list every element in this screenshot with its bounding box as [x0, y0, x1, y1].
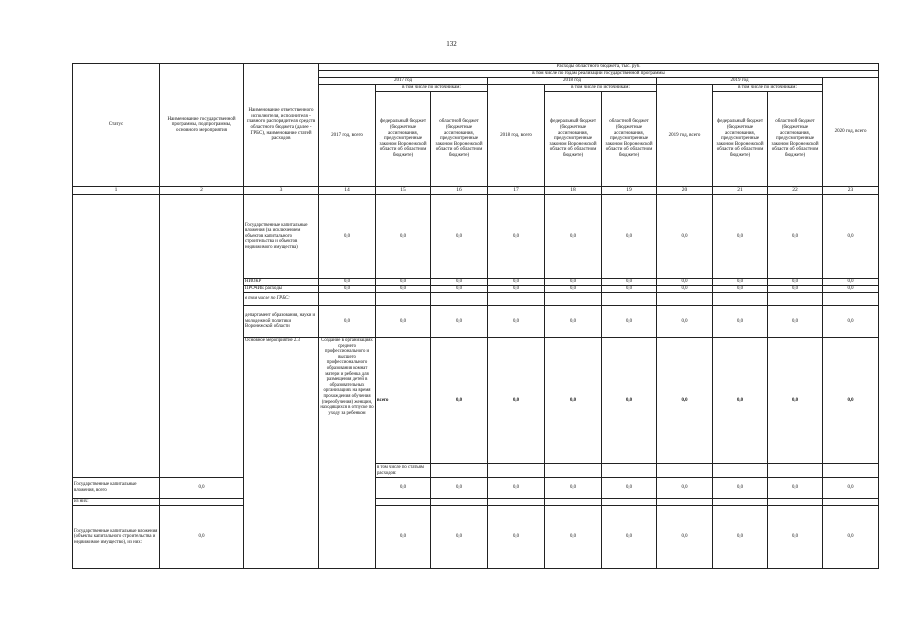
value-cell	[160, 499, 244, 506]
value-cell	[545, 293, 602, 306]
value-cell	[602, 464, 657, 478]
header-sources-2019: в том числе по источникам:	[713, 85, 823, 92]
header-federal-2019: федеральный бюджет (бюджетные ассигнования, предусмотренные законом Воронежской области об областном бюджете)	[713, 92, 768, 187]
value-cell: 0,0	[376, 506, 431, 569]
value-cell: 0,0	[602, 286, 657, 293]
value-cell: 0,0	[376, 478, 431, 499]
value-cell	[488, 499, 545, 506]
value-cell	[657, 293, 713, 306]
value-cell	[376, 293, 431, 306]
page-number: 132	[446, 40, 457, 48]
header-status: Статус	[73, 64, 160, 187]
value-cell: 0,0	[431, 306, 488, 338]
column-number: 23	[823, 187, 879, 195]
value-cell: 0,0	[488, 286, 545, 293]
header-by-years: в том числе по годам реализации государственной программы	[319, 71, 879, 78]
column-number: 16	[431, 187, 488, 195]
row-label: Государственные капитальные вложения, всего	[73, 478, 160, 499]
value-cell: 0,0	[545, 506, 602, 569]
value-cell	[319, 293, 376, 306]
column-number: 22	[768, 187, 823, 195]
value-cell: 0,0	[823, 306, 879, 338]
header-total-2019: 2019 год, всего	[657, 85, 713, 187]
header-total-2018: 2018 год, всего	[488, 85, 545, 187]
value-cell: 0,0	[602, 306, 657, 338]
header-year-2018: 2018 год	[488, 78, 657, 85]
value-cell: 0,0	[319, 279, 376, 286]
value-cell: 0,0	[376, 195, 431, 279]
budget-table	[72, 63, 879, 569]
column-number: 18	[545, 187, 602, 195]
value-cell	[545, 499, 602, 506]
value-cell	[657, 464, 713, 478]
column-number: 3	[244, 187, 319, 195]
value-cell: 0,0	[319, 286, 376, 293]
value-cell: 0,0	[376, 279, 431, 286]
header-year-2017: 2017 год	[319, 78, 488, 85]
name-cell-empty	[160, 195, 244, 478]
value-cell: 0,0	[545, 279, 602, 286]
header-expenses: Расходы областного бюджета, тыс. руб.	[319, 64, 879, 71]
value-cell: 0,0	[545, 338, 602, 464]
value-cell: 0,0	[376, 286, 431, 293]
value-cell: 0,0	[657, 195, 713, 279]
value-cell: 0,0	[657, 506, 713, 569]
value-cell: 0,0	[713, 506, 768, 569]
value-cell: 0,0	[545, 478, 602, 499]
row-label: из них:	[73, 499, 160, 506]
value-cell	[431, 464, 488, 478]
header-total-2020: 2020 год, всего	[823, 78, 879, 187]
value-cell: 0,0	[768, 195, 823, 279]
value-cell: 0,0	[713, 478, 768, 499]
header-regional-2017: областной бюджет (бюджетные ассигнования, предусмотренные законом Воронежской области об областном бюджете)	[431, 92, 488, 187]
value-cell	[713, 499, 768, 506]
value-cell: 0,0	[768, 478, 823, 499]
value-cell: 0,0	[713, 286, 768, 293]
value-cell: 0,0	[602, 279, 657, 286]
value-cell: 0,0	[657, 279, 713, 286]
value-cell: 0,0	[488, 478, 545, 499]
value-cell	[823, 464, 879, 478]
value-cell: 0,0	[545, 306, 602, 338]
status-cell-empty	[73, 195, 160, 478]
value-cell: 0,0	[488, 279, 545, 286]
value-cell: 0,0	[657, 286, 713, 293]
value-cell: 0,0	[602, 506, 657, 569]
value-cell: 0,0	[713, 279, 768, 286]
value-cell: 0,0	[823, 506, 879, 569]
value-cell	[768, 464, 823, 478]
value-cell: 0,0	[431, 478, 488, 499]
header-executor: Наименование ответственного исполнителя, исполнителя - главного распорядителя средств областного бюджета (далее - ГРБС), наименование статей расходов	[244, 64, 319, 187]
value-cell: 0,0	[657, 338, 713, 464]
value-cell: 0,0	[160, 506, 244, 569]
value-cell: 0,0	[431, 338, 488, 464]
row-label: ПРОЧИЕ расходы	[244, 286, 319, 293]
row-label: НИОКР	[244, 279, 319, 286]
main-event-name: Создание в организациях среднего профессионального и высшего профессионального образования комнат матери и ребенка для размещения детей в образовательных организациях на время прохождения обучения (переобучения) женщин, находящихся в отпуске по уходу за ребенком	[319, 338, 376, 569]
value-cell	[713, 464, 768, 478]
value-cell: 0,0	[713, 195, 768, 279]
value-cell	[376, 499, 431, 506]
row-label: в том числе по ГРБС:	[244, 293, 319, 306]
value-cell: 0,0	[431, 286, 488, 293]
value-cell: 0,0	[823, 478, 879, 499]
column-number: 19	[602, 187, 657, 195]
value-cell	[488, 464, 545, 478]
value-cell: 0,0	[823, 279, 879, 286]
value-cell: 0,0	[319, 195, 376, 279]
value-cell: 0,0	[657, 478, 713, 499]
value-cell: 0,0	[376, 306, 431, 338]
value-cell: 0,0	[602, 338, 657, 464]
value-cell: 0,0	[713, 338, 768, 464]
row-label: Государственные капитальные вложения (за исключением объектов капитального строительства и объектов недвижимого имущества)	[244, 195, 319, 279]
value-cell: 0,0	[160, 478, 244, 499]
column-number: 14	[319, 187, 376, 195]
value-cell	[657, 499, 713, 506]
value-cell: 0,0	[431, 279, 488, 286]
main-event-status: Основное мероприятие 2.3	[244, 338, 319, 569]
value-cell	[602, 293, 657, 306]
column-number: 17	[488, 187, 545, 195]
value-cell	[768, 293, 823, 306]
value-cell: 0,0	[545, 286, 602, 293]
value-cell: 0,0	[713, 306, 768, 338]
value-cell: 0,0	[431, 195, 488, 279]
value-cell	[545, 464, 602, 478]
row-label: департамент образования, науки и молодежной политики Воронежской области	[244, 306, 319, 338]
row-label: всего	[376, 338, 431, 464]
header-federal-2017: федеральный бюджет (бюджетные ассигнования, предусмотренные законом Воронежской области об областном бюджете)	[376, 92, 431, 187]
header-federal-2018: федеральный бюджет (бюджетные ассигнования, предусмотренные законом Воронежской области об областном бюджете)	[545, 92, 602, 187]
header-sources-2018: в том числе по источникам:	[545, 85, 657, 92]
value-cell	[823, 293, 879, 306]
row-label: в том числе по статьям расходов:	[376, 464, 431, 478]
value-cell: 0,0	[768, 506, 823, 569]
value-cell: 0,0	[602, 195, 657, 279]
value-cell	[768, 499, 823, 506]
header-name: Наименование государственной программы, подпрограммы, основного мероприятия	[160, 64, 244, 187]
value-cell: 0,0	[823, 338, 879, 464]
value-cell: 0,0	[319, 306, 376, 338]
header-sources-2017: в том числе по источникам:	[376, 85, 488, 92]
value-cell	[823, 499, 879, 506]
value-cell: 0,0	[768, 286, 823, 293]
value-cell	[431, 293, 488, 306]
value-cell: 0,0	[768, 306, 823, 338]
value-cell	[713, 293, 768, 306]
value-cell: 0,0	[768, 338, 823, 464]
value-cell: 0,0	[488, 338, 545, 464]
value-cell: 0,0	[602, 478, 657, 499]
column-number: 21	[713, 187, 768, 195]
value-cell: 0,0	[488, 306, 545, 338]
column-number: 15	[376, 187, 431, 195]
value-cell: 0,0	[823, 195, 879, 279]
column-number: 20	[657, 187, 713, 195]
value-cell: 0,0	[823, 286, 879, 293]
value-cell: 0,0	[488, 506, 545, 569]
value-cell	[602, 499, 657, 506]
header-regional-2018: областной бюджет (бюджетные ассигнования, предусмотренные законом Воронежской области об областном бюджете)	[602, 92, 657, 187]
value-cell: 0,0	[768, 279, 823, 286]
column-number: 2	[160, 187, 244, 195]
value-cell: 0,0	[545, 195, 602, 279]
header-year-2019: 2019 год	[657, 78, 823, 85]
column-number: 1	[73, 187, 160, 195]
value-cell	[488, 293, 545, 306]
value-cell: 0,0	[488, 195, 545, 279]
value-cell: 0,0	[431, 506, 488, 569]
row-label: Государственные капитальные вложения (объекты капитального строительства и недвижимое имущество), из них:	[73, 506, 160, 569]
header-regional-2019: областной бюджет (бюджетные ассигнования, предусмотренные законом Воронежской области об областном бюджете)	[768, 92, 823, 187]
header-total-2017: 2017 год, всего	[319, 85, 376, 187]
value-cell: 0,0	[657, 306, 713, 338]
value-cell	[431, 499, 488, 506]
